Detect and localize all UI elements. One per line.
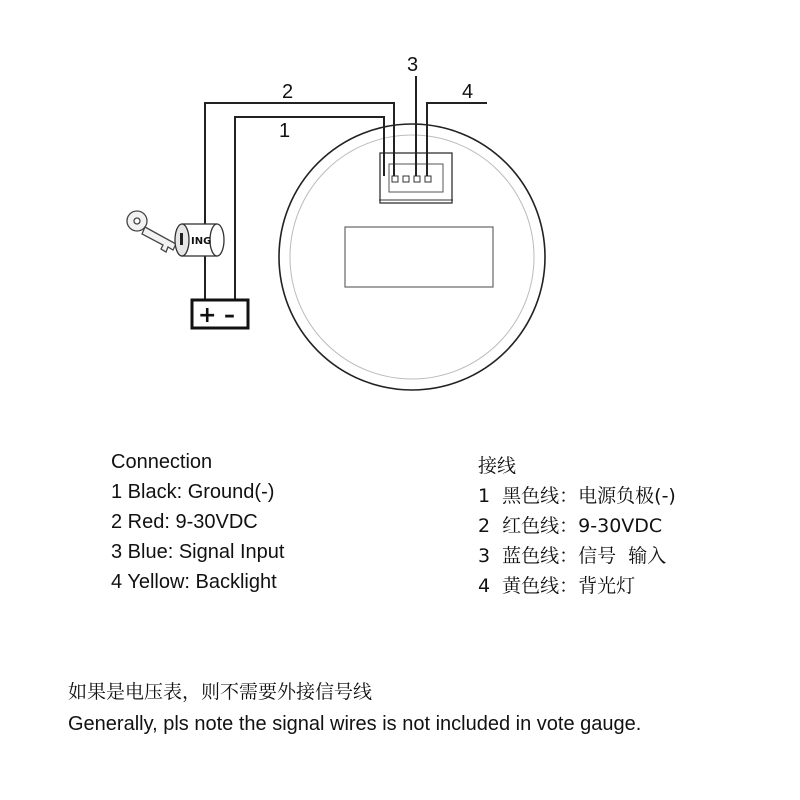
gauge-display-window — [345, 227, 493, 287]
wire-label-2: 2 — [282, 81, 294, 103]
connection-english — [111, 447, 284, 597]
connection-chinese — [478, 451, 676, 601]
battery-minus: – — [224, 303, 235, 328]
connection-title-cn: 接线 — [478, 455, 517, 477]
battery-icon — [192, 300, 248, 328]
connection-item-cn-1: 1 黑色线：电源负极(-) — [478, 485, 676, 507]
wire-label-3: 3 — [407, 54, 419, 76]
connection-item-cn-4: 4 黄色线：背光灯 — [478, 575, 636, 597]
connection-item-3: 3 Blue: Signal Input — [111, 541, 285, 563]
wire-1 — [235, 117, 384, 300]
connection-item-1: 1 Black: Ground(-) — [111, 481, 275, 503]
footnote-chinese: 如果是电压表，则不需要外接信号线 — [68, 681, 373, 703]
ignition-label: ING — [191, 236, 212, 247]
ignition-switch-icon — [175, 224, 224, 256]
footnote — [68, 676, 641, 740]
connection-title: Connection — [111, 451, 213, 473]
battery-plus: + — [198, 303, 217, 328]
key-icon — [127, 211, 176, 252]
connection-item-4: 4 Yellow: Backlight — [111, 571, 277, 593]
wire-label-4: 4 — [462, 81, 474, 103]
footnote-english: Generally, pls note the signal wires is not included in vote gauge. — [68, 713, 642, 735]
connection-item-cn-2: 2 红色线：9-30VDC — [478, 515, 663, 537]
wire-label-1: 1 — [279, 120, 291, 142]
connection-item-cn-3: 3 蓝色线：信号 输入 — [478, 545, 667, 567]
connection-item-2: 2 Red: 9-30VDC — [111, 511, 258, 533]
